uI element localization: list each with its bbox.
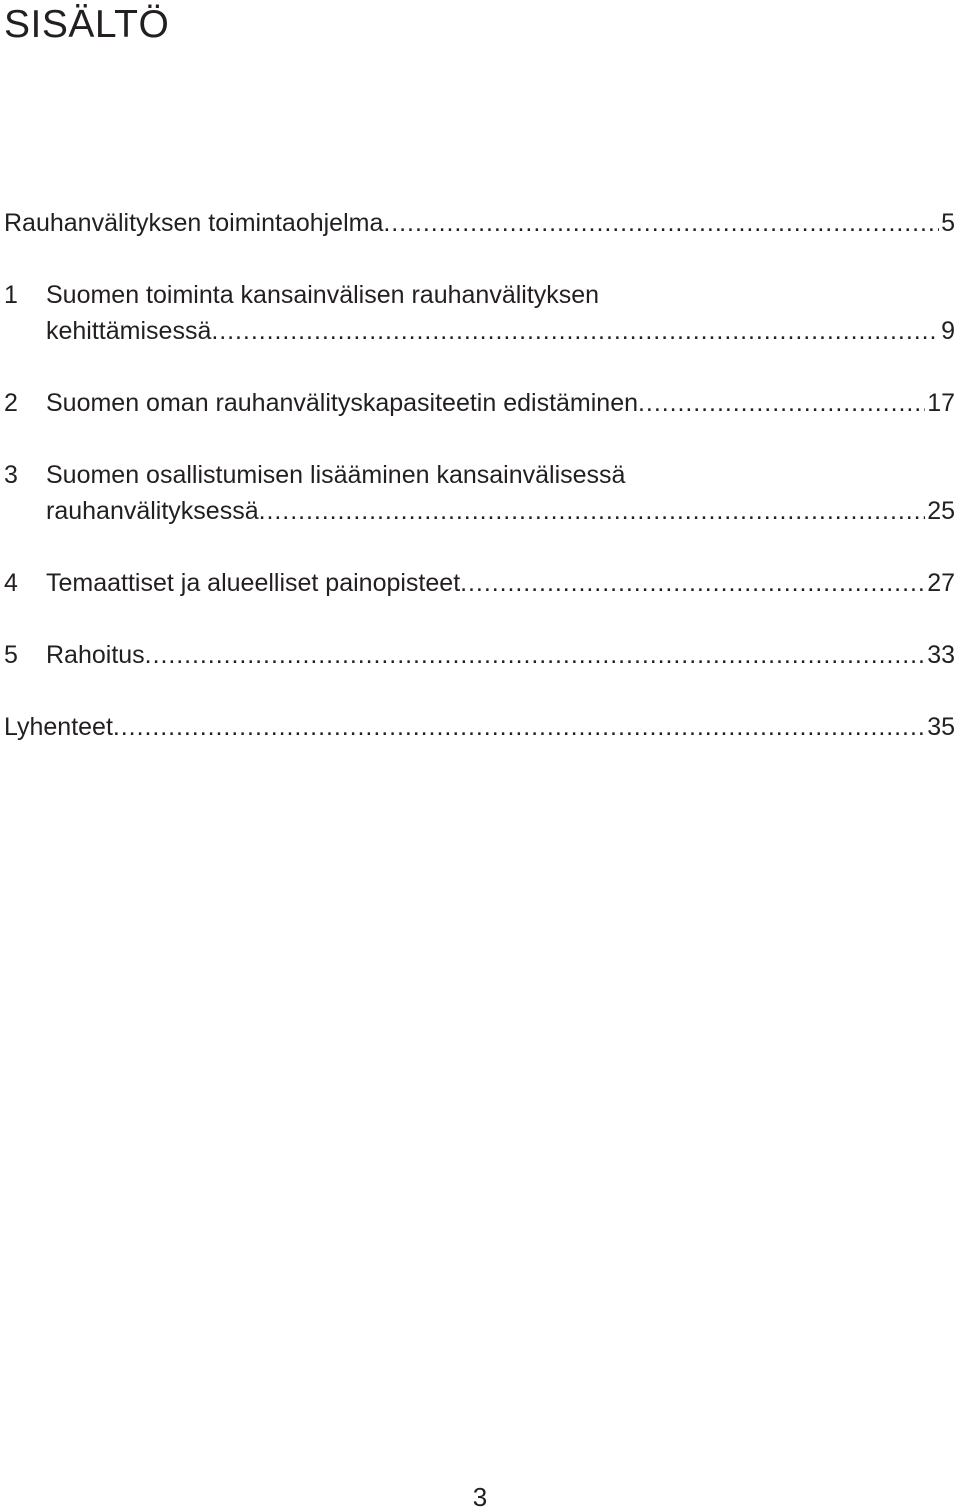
toc-entry-number: 2: [4, 389, 18, 417]
toc-entry-title-continued: kehittämisessä: [46, 317, 212, 345]
toc-entry-number: 4: [4, 569, 18, 597]
dot-leader: [383, 205, 939, 241]
toc-entry-title: Lyhenteet: [4, 713, 113, 741]
dot-leader: [211, 313, 939, 349]
toc-entry-title: Temaattiset ja alueelliset painopisteet: [46, 569, 461, 597]
toc-entry-number: 1: [4, 281, 18, 309]
toc-entry-page: 17: [927, 389, 955, 417]
toc-entry-page: 27: [927, 569, 955, 597]
toc-line: [4, 709, 955, 745]
toc-entry-title: Rahoitus: [46, 641, 145, 669]
dot-leader: [460, 565, 925, 601]
toc-entry-page: 35: [927, 713, 955, 741]
dot-leader: [259, 493, 926, 529]
toc-entry-chapter-1[interactable]: [4, 277, 955, 349]
toc-entry-title: Rauhanvälityksen toimintaohjelma: [4, 209, 384, 237]
page-title: SISÄLTÖ: [4, 3, 170, 46]
toc-entry-action-plan[interactable]: [4, 205, 955, 241]
toc-line: [4, 313, 955, 349]
dot-leader: [638, 385, 925, 421]
toc-entry-title: Suomen toiminta kansainvälisen rauhanvälityksen: [46, 281, 600, 309]
toc-entry-number: 3: [4, 461, 18, 489]
toc-entry-chapter-2[interactable]: [4, 385, 955, 421]
toc-entry-page: 9: [941, 317, 955, 345]
toc-entry-chapter-3[interactable]: [4, 457, 955, 529]
toc-entry-page: 25: [927, 497, 955, 525]
page-number: 3: [472, 1482, 488, 1512]
toc-line: [4, 565, 955, 601]
toc-entry-title: Suomen osallistumisen lisääminen kansainvälisessä: [46, 461, 626, 489]
dot-leader: [113, 709, 925, 745]
toc-line: [4, 385, 955, 421]
toc-entry-chapter-4[interactable]: [4, 565, 955, 601]
dot-leader: [145, 637, 926, 673]
toc-entry-abbreviations[interactable]: [4, 709, 955, 745]
toc-entry-chapter-5[interactable]: [4, 637, 955, 673]
toc-entry-page: 33: [927, 641, 955, 669]
toc-entry-title: Suomen oman rauhanvälityskapasiteetin edistäminen: [46, 389, 639, 417]
toc-entry-title-continued: rauhanvälityksessä: [46, 497, 259, 525]
toc-line: [4, 637, 955, 673]
toc-line: [4, 457, 955, 493]
toc-line: [4, 205, 955, 241]
toc-line: [4, 277, 955, 313]
table-of-contents: [4, 205, 955, 745]
toc-entry-page: 5: [941, 209, 955, 237]
toc-entry-number: 5: [4, 641, 18, 669]
toc-line: [4, 493, 955, 529]
